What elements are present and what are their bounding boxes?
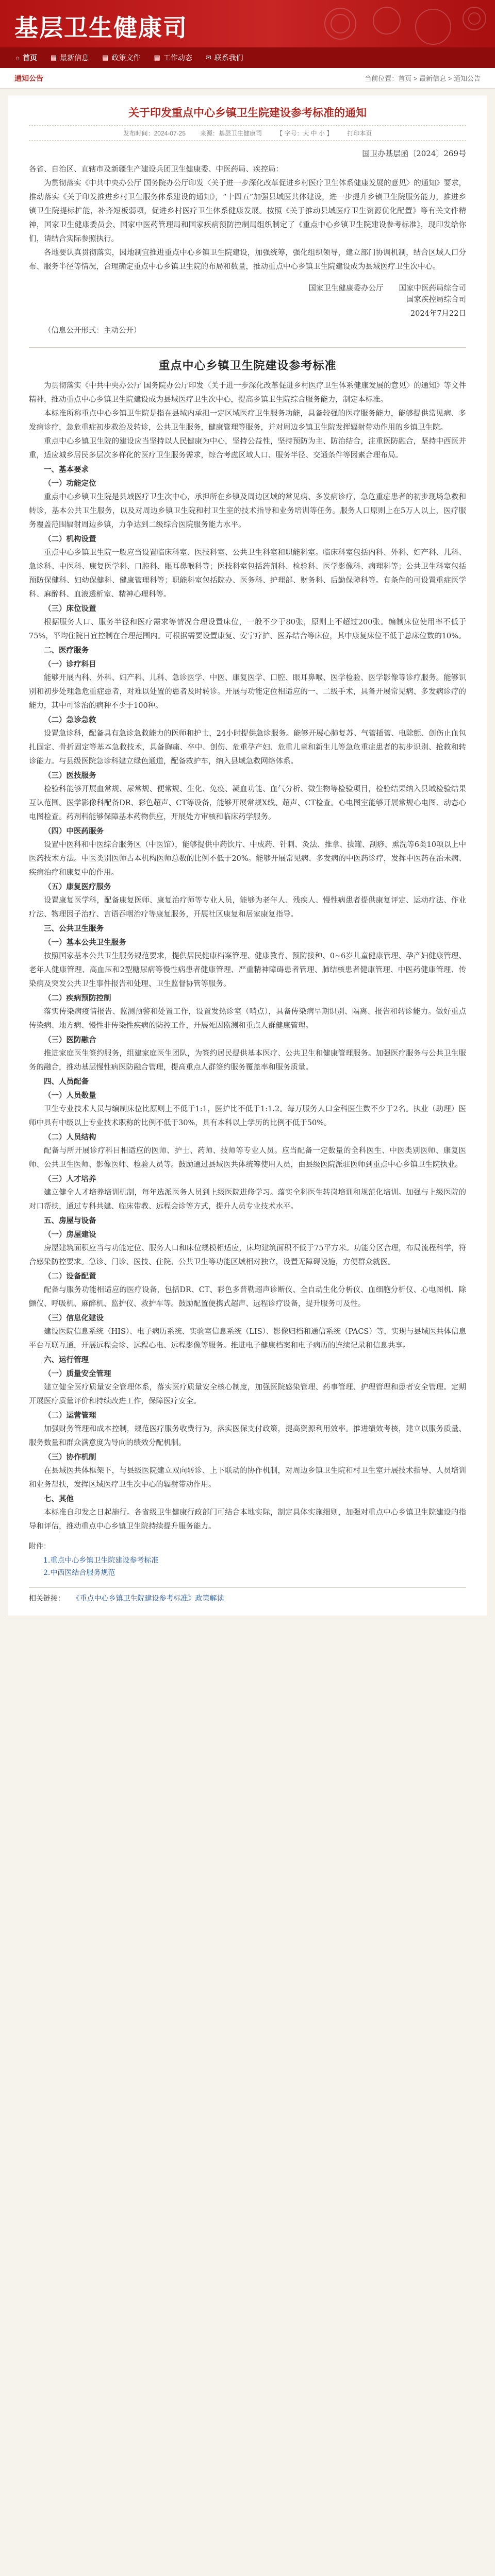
subsection-title: （一）房屋建设	[44, 1230, 96, 1239]
related-links	[29, 1587, 466, 1603]
attachment-closing	[29, 1492, 466, 1534]
intro-paragraph: 重点中心乡镇卫生院的建设应当坚持以人民健康为中心，坚持公益性，坚持预防为主、防治结合，注重医防融合，坚持中西医并重，适应城乡居民多层次多样化的医疗卫生服务需求，综合考虑区域人口、服务半径、交通条件等因素合理布局。	[29, 437, 466, 460]
subsection-title: （二）运营管理	[44, 1411, 96, 1420]
subsection-text: 能够开展内科、外科、妇产科、儿科、急诊医学、中医、康复医学、口腔、眼耳鼻喉、医学检验、医学影像等诊疗服务。能够识别和初步处理急危重症患者，对难以处置的患者及时转诊。开展与功能定位相适应的一、二级手术，具备开展常见病、多发病诊疗的能力，其中可诊治的病种不少于100种。	[29, 674, 466, 710]
nav-label: 最新信息	[60, 54, 89, 62]
subsection-title: （二）设备配置	[44, 1272, 96, 1281]
section-heading: 六、运行管理	[44, 1355, 89, 1364]
nav-item-2[interactable]	[102, 53, 140, 63]
subsection-title: （一）人员数量	[44, 1091, 96, 1100]
subsection-text: 落实传染病疫情报告、监测预警和处置工作，设置发热诊室（哨点），具备传染病早期识别、隔离、报告和转诊能力。做好重点传染病、地方病、慢性非传染性疾病的防控工作，开展死因监测和重点人群健康管理。	[29, 1008, 466, 1030]
main-nav	[0, 47, 495, 68]
nav-label: 首页	[22, 54, 37, 62]
site-title[interactable]: 基层卫生健康司	[14, 14, 188, 41]
signature-1: 国家卫生健康委办公厅	[308, 284, 384, 293]
public-note: （信息公开形式：主动公开）	[44, 327, 141, 335]
nav-item-1[interactable]	[51, 53, 89, 63]
meta-item[interactable]: 打印本页	[347, 129, 372, 137]
article	[8, 95, 487, 1616]
nav-item-0[interactable]	[15, 53, 37, 63]
subsection-text: 配备与所开展诊疗科目相适应的医师、护士、药师、技师等专业人员。应当配备一定数量的全科医生、中医类别医师、康复医师、公共卫生医师、影像医师、检验人员等。鼓励通过县域医共体统筹使用人员，由县级医院派驻医师到重点中心乡镇卫生院执业。	[29, 1147, 466, 1169]
signature-2: 国家中医药局综合司	[399, 284, 466, 293]
subsection-title: （三）信息化建设	[44, 1314, 104, 1323]
nav-label: 工作动态	[163, 54, 192, 62]
subsection-text: 按照国家基本公共卫生服务规范要求，提供居民健康档案管理、健康教育、预防接种、0~6岁儿童健康管理、孕产妇健康管理、老年人健康管理、高血压和2型糖尿病等慢性病患者健康管理、严重精神障碍患者管理、肺结核患者健康管理、中医药健康管理、传染病及突发公共卫生事件报告和处理、卫生监督协管等服务。	[29, 952, 466, 988]
subsection-title: （二）急诊急救	[44, 716, 96, 724]
article-meta	[29, 125, 466, 141]
subsection-title: （一）功能定位	[44, 479, 96, 488]
notice-body	[29, 177, 466, 274]
subsection-title: （一）质量安全管理	[44, 1369, 111, 1378]
subsection-text: 卫生专业技术人员与编制床位比原则上不低于1:1，医护比不低于1:1.2。每万服务人口全科医生数不少于2名。执业（助理）医师中具有中级以上专业技术职称的比例不低于30%，具有本科以上学历的比例不低于50%。	[29, 1105, 466, 1127]
nav-icon: ▤	[102, 54, 109, 61]
attachments-box	[29, 1541, 466, 1579]
document-number: 国卫办基层函〔2024〕269号	[362, 149, 466, 158]
section-heading: 七、其他	[44, 1495, 74, 1503]
notice-paragraph: 为贯彻落实《中共中央办公厅 国务院办公厅印发〈关于进一步深化改革促进乡村医疗卫生体系健康发展的意见〉的通知》要求，推动落实《关于印发推进乡村卫生服务体系建设的通知》，“十四五”加强县域医共体建设，进一步提升乡镇卫生院服务能力，推进乡镇卫生院提标扩能，补齐短板弱项，促进乡村医疗卫生体系健康发展。按照《关于推动县域医疗卫生资源优化配置》等有关文件精神，国家卫生健康委员会、国家中医药管理局和国家疾病预防控制局组织制定了《重点中心乡镇卫生院建设参考标准》，现印发给你们，请结合实际参照执行。	[29, 179, 466, 243]
subsection-title: （一）诊疗科目	[44, 660, 96, 669]
subsection-title: （三）床位设置	[44, 604, 96, 613]
subsection-text: 设置康复医学科，配备康复医师、康复治疗师等专业人员，能够为老年人、残疾人、慢性病患者提供康复评定、运动疗法、作业疗法、物理因子治疗、言语吞咽治疗等康复服务，开展社区康复和居家康复指导。	[29, 896, 466, 919]
subsection-text: 建设医院信息系统（HIS）、电子病历系统、实验室信息系统（LIS）、影像归档和通信系统（PACS）等，实现与县域医共体信息平台互联互通，开展远程会诊、远程心电、远程影像等服务。推进电子健康档案和电子病历的连续记录和信息共享。	[29, 1328, 466, 1350]
meta-item: 来源：基层卫生健康司	[200, 129, 262, 137]
section-heading: 二、医疗服务	[44, 646, 89, 655]
subsection-text: 设置中医科和中医综合服务区（中医馆），能够提供中药饮片、中成药、针刺、灸法、推拿、拔罐、刮痧、熏洗等6类10项以上中医药技术方法。中医类别医师占本机构医师总数的比例不低于20%。能够开展常见病、多发病的中医药诊疗，发挥中医药在治未病、疾病治疗和康复中的作用。	[29, 841, 466, 877]
signatures	[29, 282, 466, 293]
section-heading: 五、房屋与设备	[44, 1216, 96, 1225]
nav-icon: ⌂	[15, 54, 20, 62]
subsection-title: （二）机构设置	[44, 535, 96, 544]
breadcrumb-part[interactable]: 最新信息	[419, 75, 447, 82]
subsection-text: 重点中心乡镇卫生院是县域医疗卫生次中心，承担所在乡镇及周边区域的常见病、多发病诊疗，急危重症患者的初步现场急救和转诊，基本公共卫生服务，以及对周边乡镇卫生院和村卫生室的技术指导和业务培训等任务。服务人口原则上在5万人以上，医疗服务覆盖范围辐射周边乡镇，力争达到二级综合医院服务能力水平。	[29, 493, 466, 529]
attachment-intro	[29, 379, 466, 463]
subsection-text: 检验科能够开展血常规、尿常规、便常规、生化、免疫、凝血功能、血气分析、微生物等检验项目，检验结果纳入县域检验结果互认范围。医学影像科配备DR、彩色超声、CT等设备，能够开展常规X线、超声、CT检查。心电图室能够开展常规心电图、动态心电图检查。药剂科能够保障基本药物供应，开展处方审核和临床药学服务。	[29, 785, 466, 821]
breadcrumb-part: >	[411, 75, 420, 82]
related-label: 相关链接：	[29, 1595, 65, 1603]
notice-paragraph: 各地要认真贯彻落实，因地制宜推进重点中心乡镇卫生院建设，加强统筹，强化组织领导，建立部门协调机制，结合区域人口分布、服务半径等情况，合理确定重点中心乡镇卫生院的布局和数量，推动重点中心乡镇卫生院建设成为县域医疗卫生次中心。	[29, 249, 466, 271]
subsection-title: （五）康复医疗服务	[44, 883, 111, 891]
intro-paragraph: 本标准所称重点中心乡镇卫生院是指在县域内承担一定区域医疗卫生服务功能，具备较强的医疗服务能力，能够提供常见病、多发病诊疗，急危重症初步救治及转诊，公共卫生服务，健康管理等服务，并对周边乡镇卫生院发挥辐射带动作用的乡镇卫生院。	[29, 410, 466, 432]
subsection-title: （三）医防融合	[44, 1036, 96, 1044]
nav-label: 联系我们	[214, 54, 243, 62]
subsection-text: 重点中心乡镇卫生院一般应当设置临床科室、医技科室、公共卫生科室和职能科室。临床科室包括内科、外科、妇产科、儿科、急诊科、中医科、康复医学科、口腔科、眼耳鼻喉科等；医技科室包括药剂科、检验科、医学影像科、病理科等；公共卫生科室包括预防保健科、妇幼保健科、健康管理科等；职能科室包括院办、医务科、护理部、财务科、后勤保障科等。有条件的可设置重症医学科、麻醉科、血液透析室、精神心理科等。	[29, 549, 466, 599]
breadcrumb-part: 当前位置：	[365, 75, 399, 82]
attachment-title: 重点中心乡镇卫生院建设参考标准	[158, 359, 337, 372]
subsection-text: 加强财务管理和成本控制，规范医疗服务收费行为，落实医保支付政策，提高资源利用效率。推进绩效考核，建立以服务质量、服务数量和群众满意度为导向的绩效分配机制。	[29, 1425, 466, 1447]
attachment-link[interactable]: 1.重点中心乡镇卫生院建设参考标准	[43, 1556, 159, 1565]
section-title: 通知公告	[14, 74, 43, 82]
subsection-text: 建立健全人才培养培训机制，每年选派医务人员到上级医院进修学习。落实全科医生转岗培训和规范化培训。加强与上级医院的对口帮扶，通过专科共建、临床带教、远程会诊等方式，提升人员专业技术水平。	[29, 1189, 466, 1211]
subsection-text: 房屋建筑面积应当与功能定位、服务人口和床位规模相适应，床均建筑面积不低于75平方米。功能分区合理，布局流程科学，符合感染防控要求。急诊、门诊、医技、住院、公共卫生等功能区域相对独立，设置无障碍设施，方便群众就医。	[29, 1244, 466, 1266]
article-title: 关于印发重点中心乡镇卫生院建设参考标准的通知	[128, 106, 367, 119]
nav-label: 政策文件	[111, 54, 141, 62]
nav-item-4[interactable]	[206, 53, 243, 63]
subsection-text: 在县域医共体框架下，与县级医院建立双向转诊、上下联动的协作机制，对周边乡镇卫生院和村卫生室开展技术指导、人员培训和业务帮扶，发挥区域医疗卫生次中心的辐射带动作用。	[29, 1467, 466, 1489]
subsection-title: （三）人才培养	[44, 1175, 96, 1183]
subsection-title: （二）人员结构	[44, 1133, 96, 1142]
breadcrumb	[365, 73, 481, 83]
section-heading: 一、基本要求	[44, 465, 89, 474]
breadcrumb-bar	[0, 68, 495, 89]
subsection-title: （一）基本公共卫生服务	[44, 938, 126, 947]
subsection-title: （三）医技服务	[44, 771, 96, 780]
signature-3: 国家疾控局综合司	[406, 296, 466, 304]
site-header	[0, 0, 495, 47]
meta-item: 发布时间：2024-07-25	[123, 129, 186, 137]
subsection-text: 配备与服务功能相适应的医疗设备，包括DR、CT、彩色多普勒超声诊断仪、全自动生化分析仪、血细胞分析仪、心电图机、除颤仪、呼吸机、麻醉机、监护仪、救护车等。鼓励配置便携式超声、远程诊疗设备，提升服务可及性。	[29, 1286, 466, 1308]
nav-icon: ✉	[205, 54, 211, 61]
intro-paragraph: 为贯彻落实《中共中央办公厅 国务院办公厅印发〈关于进一步深化改革促进乡村医疗卫生体系健康发展的意见〉的通知》等文件精神，推动重点中心乡镇卫生院建设成为县域医疗卫生次中心，提高乡镇卫生院综合服务能力，制定本标准。	[29, 382, 466, 404]
breadcrumb-part: >	[446, 75, 454, 82]
salutation: 各省、自治区、直辖市及新疆生产建设兵团卫生健康委、中医药局、疾控局：	[29, 165, 283, 174]
breadcrumb-part[interactable]: 通知公告	[453, 75, 481, 82]
section-heading: 三、公共卫生服务	[44, 924, 104, 933]
breadcrumb-part[interactable]: 首页	[398, 75, 412, 82]
subsection-text: 根据服务人口、服务半径和医疗需求等情况合理设置床位，一般不少于80张，原则上不超过200张。编制床位使用率不低于75%，平均住院日宜控制在合理范围内。可根据需要设置康复、安宁疗护、医养结合等床位，其中康复床位不低于总床位数的10%。	[29, 618, 466, 640]
nav-icon: ▤	[154, 54, 160, 61]
nav-item-3[interactable]	[154, 53, 192, 63]
attachment-link[interactable]: 2.中西医结合服务规范	[43, 1569, 116, 1577]
divider	[29, 347, 466, 348]
subsection-text: 设置急诊科，配备具有急诊急救能力的医师和护士，24小时提供急诊服务。能够开展心肺复苏、气管插管、电除颤、创伤止血包扎固定、骨折固定等基本急救技术，具备胸痛、卒中、创伤、危重孕产妇、危重儿童和新生儿等急危重症患者的初步识别、抢救和转诊能力。与县级医院急诊科建立绿色通道，配备救护车，纳入县域急救网络体系。	[29, 730, 466, 766]
header-pattern	[278, 0, 495, 47]
subsection-title: （三）协作机制	[44, 1453, 96, 1462]
attachment-sections	[29, 463, 466, 1492]
subsection-title: （四）中医药服务	[44, 827, 104, 836]
section-heading: 四、人员配备	[44, 1077, 89, 1086]
attachments-label: 附件：	[29, 1543, 51, 1551]
subsection-text: 建立健全医疗质量安全管理体系，落实医疗质量安全核心制度，加强医院感染管理、药事管理、护理管理和患者安全管理。定期开展医疗质量评价和持续改进工作，保障医疗安全。	[29, 1383, 466, 1405]
nav-icon: ▤	[50, 54, 57, 61]
subsection-title: （二）疾病预防控制	[44, 994, 111, 1003]
closing-text: 本标准自印发之日起施行。各省级卫生健康行政部门可结合本地实际，制定具体实施细则，加强对重点中心乡镇卫生院建设的指导和评估，推动重点中心乡镇卫生院持续提升服务能力。	[29, 1509, 466, 1531]
subsection-text: 推进家庭医生签约服务，组建家庭医生团队，为签约居民提供基本医疗、公共卫生和健康管理服务。加强医疗服务与公共卫生服务的融合，推动基层慢性病医防融合管理，提高重点人群签约服务覆盖率和服务质量。	[29, 1049, 466, 1072]
related-link[interactable]: 《重点中心乡镇卫生院建设参考标准》政策解读	[72, 1595, 224, 1603]
meta-item[interactable]: 【 字号：大 中 小 】	[276, 129, 333, 137]
issue-date: 2024年7月22日	[410, 310, 466, 318]
